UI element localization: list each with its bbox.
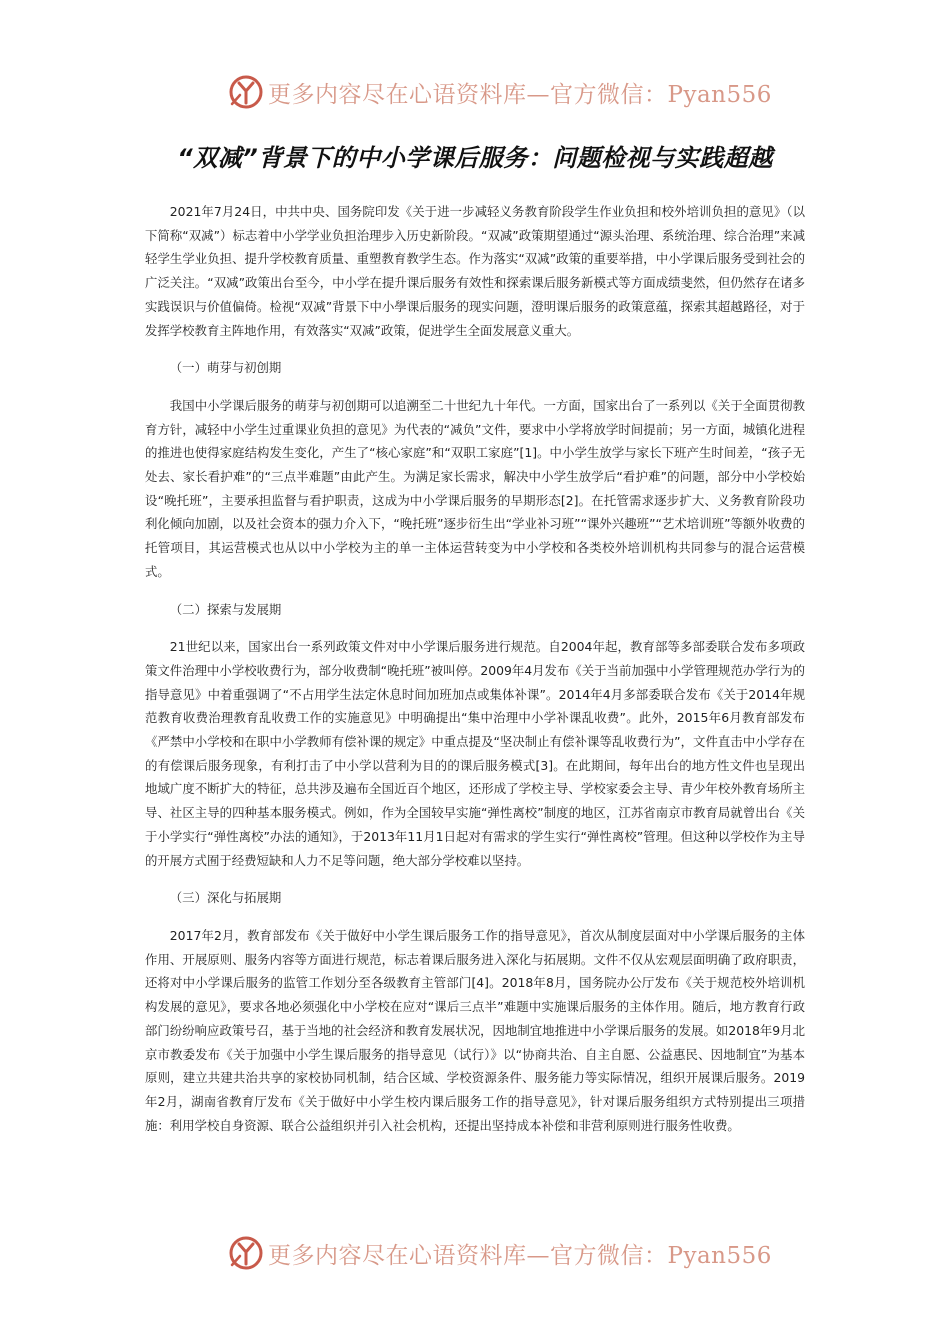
section-paragraph-2: 21世纪以来，国家出台一系列政策文件对中小学课后服务进行规范。自2004年起，教育部等多部委联合发布多项政策文件治理中小学校收费行为，部分收费制“晚托班”被叫停。2009年4月发布《关于当前加强中小学管理规范办学行为的指导意见》中着重强调了“不占用学生法定休息时间加班加点或集体补课”。2014年4月多部委联合发布《关于2014年规范教育收费治理教育乱收费工作的实施意见》中明确提出“集中治理中小学补课乱收费”。此外，2015年6月教育部发布《严禁中小学校和在职中小学教师有偿补课的规定》中重点提及“坚决制止有偿补课等乱收费行为”，文件直击中小学存在的有偿课后服务现象，有利打击了中小学以营利为目的的课后服务模式[3]。在此期间，每年出台的地方性文件也呈现出地域广度不断扩大的特征，总共涉及遍布全国近百个地区，还形成了学校主导、学校家委会主导、青少年校外教育场所主导、社区主导的四种基本服务模式。例如，作为全国较早实施“弹性离校”制度的地区，江苏省南京市教育局就曾出台《关于小学实行“弹性离校”办法的通知》，于2013年11月1日起对有需求的学生实行“弹性离校”管理。但这种以学校作为主导的开展方式囿于经费短缺和人力不足等问题，绝大部分学校难以坚持。 <box>145 639 805 868</box>
header-banner <box>228 72 772 112</box>
section-paragraph-3: 2017年2月，教育部发布《关于做好中小学生课后服务工作的指导意见》，首次从制度层面对中小学课后服务的主体作用、开展原则、服务内容等方面进行规范，标志着课后服务进入深化与拓展期。文件不仅从宏观层面明确了政府职责，还将对中小学课后服务的监管工作划分至各级教育主管部门[4]。2018年8月，国务院办公厅发布《关于规范校外培训机构发展的意见》，要求各地必须强化中小学校在应对“课后三点半”难题中实施课后服务的主体作用。随后，地方教育行政部门纷纷响应政策号召，基于当地的社会经济和教育发展状况，因地制宜地推进中小学课后服务的发展。如2018年9月北京市教委发布《关于加强中小学生课后服务的指导意见（试行）》以“协商共治、自主自愿、公益惠民、因地制宜”为基本原则，建立共建共治共享的家校协同机制，结合区域、学校资源条件、服务能力等实际情况，组织开展课后服务。2019年2月，湖南省教育厅发布《关于做好中小学生校内课后服务工作的指导意见》，针对课后服务组织方式特别提出三项措施：利用学校自身资源、联合公益组织并引入社会机构，还提出坚持成本补偿和非营利原则进行服务性收费。 <box>145 927 805 1133</box>
intro-paragraph: 2021年7月24日，中共中央、国务院印发《关于进一步减轻义务教育阶段学生作业负担和校外培训负担的意见》（以下简称“双减”）标志着中小学学业负担治理步入历史新阶段。“双减”政策期望通过“源头治理、系统治理、综合治理”来减轻学生学业负担、提升学校教育质量、重塑教育教学生态。作为落实“双减”政策的重要举措，中小学课后服务受到社会的广泛关注。“双减”政策出台至今，中小学在提升课后服务有效性和探索课后服务新模式等方面成绩斐然，但仍然存在诸多实践误识与价值偏倚。检视“双减”背景下中小學课后服务的现实问题，澄明课后服务的政策意蕴，探索其超越路径，对于发挥学校教育主阵地作用，有效落实“双减”政策，促进学生全面发展意义重大。 <box>145 204 805 338</box>
logo-icon <box>228 74 264 110</box>
document-body <box>145 200 805 1151</box>
document-title: “双减”背景下的中小学课后服务：问题检视与实践超越 <box>177 144 773 172</box>
section-paragraph-1: 我国中小学课后服务的萌芽与初创期可以追溯至二十世纪九十年代。一方面，国家出台了一系列以《关于全面贯彻教育方针，减轻中小学生过重课业负担的意见》为代表的“减负”文件，要求中小学将放学时间提前；另一方面，城镇化进程的推进也使得家庭结构发生变化，产生了“核心家庭”和“双职工家庭”[1]。中小学生放学与家长下班产生时间差，“孩子无处去、家长看护难”的“三点半难题”由此产生。为满足家长需求，解决中小学生放学后“看护难”的问题，部分中小学校始设“晚托班”，主要承担监督与看护职责，这成为中小学课后服务的早期形态[2]。在托管需求逐步扩大、义务教育阶段功利化倾向加剧，以及社会资本的强力介入下，“晚托班”逐步衍生出“学业补习班”“课外兴趣班”“艺术培训班”等额外收费的托管项目，其运营模式也从以中小学校为主的单一主体运营转变为中小学校和各类校外培训机构共同参与的混合运营模式。 <box>145 397 805 579</box>
section-heading-2: （二）探索与发展期 <box>169 601 282 617</box>
logo-icon <box>228 1235 264 1271</box>
section-heading-3: （三）深化与拓展期 <box>169 890 282 906</box>
banner-text: 更多内容尽在心语资料库—官方微信：Pyan556 <box>268 81 772 108</box>
section-heading-1: （一）萌芽与初创期 <box>169 360 282 376</box>
footer-banner <box>228 1233 772 1273</box>
banner-text: 更多内容尽在心语资料库—官方微信：Pyan556 <box>268 1242 772 1269</box>
